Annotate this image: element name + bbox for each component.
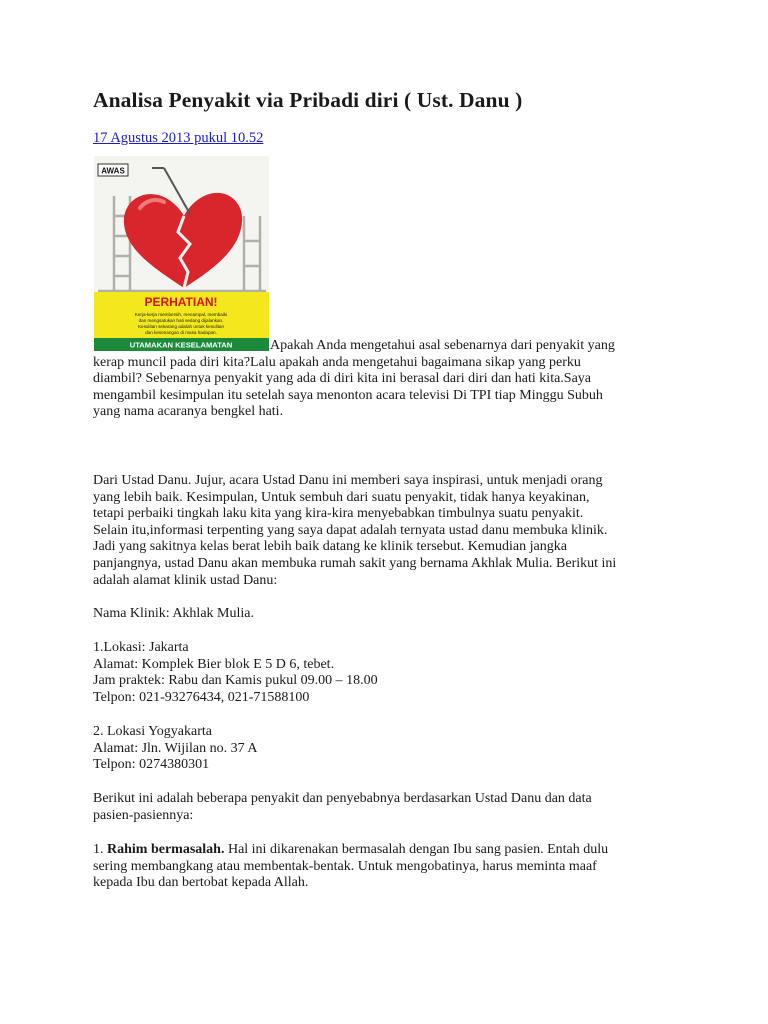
poster-header-text: PERHATIAN! <box>144 295 218 309</box>
location-jakarta: 1.Lokasi: Jakarta Alamat: Komplek Bier blok E 5 D 6, tebet. Jam praktek: Rabu dan Kamis pukul 09.00 – 18.00 Telpon: 021-93276434, 021-71588100 <box>93 640 378 705</box>
poster-tag-text: AWAS <box>101 166 125 176</box>
broken-heart-illustration <box>94 156 269 351</box>
disease-term: Rahim bermasalah. <box>107 842 225 857</box>
disease-item-1: 1. Rahim bermasalah. Hal ini dikarenakan bermasalah dengan Ibu sang pasien. Entah dulu sering membangkang atau membentak-bentak. Untuk mengobatinya, harus meminta maaf kepada Ibu dan bertobat kepada Allah. <box>93 842 609 891</box>
poster-footer-text: UTAMAKAN KESELAMATAN <box>129 340 233 350</box>
ustad-danu-paragraph: Dari Ustad Danu. Jujur, acara Ustad Danu ini memberi saya inspirasi, untuk menjadi orang yang lebih baik. Kesimpulan, Untuk sembuh dari suatu penyakit, tidak hanya keyakinan, tetapi perbaiki tingkah laku kita yang kira-kira menyebabkan timbulnya suatu penyakit. Selain itu,informasi terpenting yang saya dapat adalah ternyata ustad danu membuka klinik. Jadi yang sakitnya kelas berat lebih baik datang ke klinik tersebut. Kemudian jangka panjangnya, ustad Danu akan membuka rumah sakit yang bernama Akhlak Mulia. Berikut ini adalah alamat klinik ustad Danu: <box>93 473 617 588</box>
svg-text:dan mengsatukan hati sedang di: dan mengsatukan hati sedang dijalankan. <box>138 318 224 323</box>
clinic-name: Nama Klinik: Akhlak Mulia. <box>93 606 254 621</box>
post-date-link[interactable]: 17 Agustus 2013 pukul 10.52 <box>93 130 264 146</box>
svg-text:Kesulitan sekarang adalah untu: Kesulitan sekarang adalah untuk kesulitan <box>137 324 225 329</box>
location-yogyakarta: 2. Lokasi Yogyakarta Alamat: Jln. Wijilan no. 37 A Telpon: 0274380301 <box>93 724 258 773</box>
disease-list-intro: Berikut ini adalah beberapa penyakit dan penyebabnya berdasarkan Ustad Danu dan data pasien-pasiennya: <box>93 791 592 823</box>
safety-poster-image <box>94 156 269 351</box>
svg-text:dan kesenangan di masa hadapan: dan kesenangan di masa hadapan. <box>145 330 217 335</box>
intro-paragraph: Apakah Anda mengetahui asal sebenarnya dari penyakit yang kerap muncil pada diri kita?Lalu apakah anda mengetahui bagaimana sikap yang perku diambil? Sebenarnya penyakit yang ada di diri kita ini berasal dari diri dan hati kita.Saya mengambil kesimpulan itu setelah saya menonton acara televisi Di TPI tiap Minggu Subuh yang nama acaranya bengkel hati. <box>93 338 615 420</box>
svg-text:Kerja-kerja membersih, menampa: Kerja-kerja membersih, menampal, membaiki <box>134 312 228 317</box>
article-title: Analisa Penyakit via Pribadi diri ( Ust. Danu ) <box>93 88 523 112</box>
